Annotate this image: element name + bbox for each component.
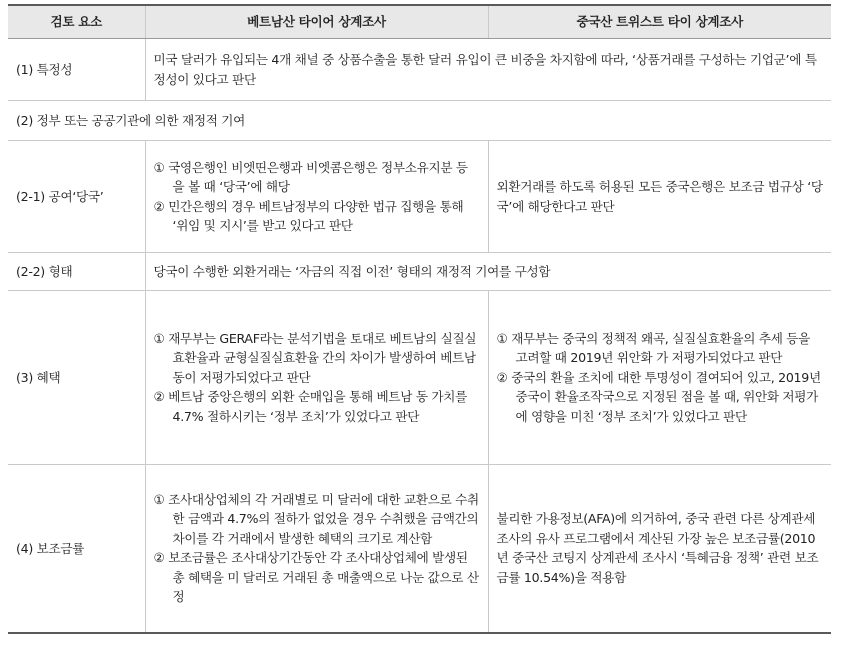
subsidy-rate-vietnam-cell [145, 465, 488, 633]
row-label-subsidy-rate: (4) 보조금률 [8, 465, 145, 633]
subsidy-rate-china-text: 불리한 가용정보(AFA)에 의거하여, 중국 관련 다른 상계관세 조사의 유사 프로그램에서 계산된 가장 높은 보조금률(2010년 중국산 코팅지 상계관세 조사시 ‘특혜금융 정책’ 관련 보조금률 10.54%)을 적용함 [488, 465, 831, 633]
authority-vietnam-cell [145, 141, 488, 253]
authority-vietnam-item-1: ① 국영은행인 비엣띤은행과 비엣콤은행은 정부소유지분 등을 볼 때 ‘당국’에 해당 [153, 159, 468, 194]
row-label-specificity: (1) 특정성 [8, 39, 145, 101]
row-label-form: (2-2) 형태 [8, 253, 145, 291]
table-row-financial-contribution [8, 101, 831, 141]
table-row-benefit [8, 291, 831, 465]
table-row-form [8, 253, 831, 291]
benefit-china-cell [488, 291, 831, 465]
benefit-china-item-1: ① 재무부는 중국의 정책적 왜곡, 실질실효환율의 추세 등을 고려할 때 2019년 위안화 가 저평가되었다고 판단 [496, 330, 811, 366]
benefit-china-item-2: ② 중국의 환율 조치에 대한 투명성이 결여되어 있고, 2019년 중국이 환율조작국으로 지정된 점을 볼 때, 위안화 저평가에 영향을 미친 ‘정부 조치’가 있었다고 판단 [496, 369, 821, 424]
table-header-row [8, 5, 831, 39]
header-review-element: 검토 요소 [8, 5, 145, 39]
row-label-authority: (2-1) 공여‘당국’ [8, 141, 145, 253]
row-label-financial-contribution: (2) 정부 또는 공공기관에 의한 재정적 기여 [8, 101, 831, 141]
benefit-vietnam-item-1: ① 재무부는 GERAF라는 분석기법을 토대로 베트남의 실질실효환율과 균형실질실효환율 간의 차이가 발생하여 베트남 동이 저평가되었다고 판단 [153, 330, 477, 385]
header-china-twist-tie: 중국산 트위스트 타이 상계조사 [488, 5, 831, 39]
comparison-table [8, 4, 831, 634]
subsidy-rate-vietnam-item-2: ② 보조금률은 조사대상기간동안 각 조사대상업체에 발생된 총 혜택을 미 달러로 거래된 총 매출액으로 나눈 값으로 산정 [153, 550, 479, 605]
row-label-benefit: (3) 혜택 [8, 291, 145, 465]
form-text: 당국이 수행한 외환거래는 ‘자금의 직접 이전’ 형태의 재정적 기여를 구성함 [145, 253, 831, 291]
subsidy-rate-vietnam-item-1: ① 조사대상업체의 각 거래별로 미 달러에 대한 교환으로 수취한 금액과 4.7%의 절하가 없었을 경우 수취했을 금액간의 차이를 각 거래에서 발생한 혜택의 크기로 계산함 [153, 491, 479, 546]
table-row-specificity [8, 39, 831, 101]
benefit-vietnam-cell [145, 291, 488, 465]
header-vietnam-tire: 베트남산 타이어 상계조사 [145, 5, 488, 39]
authority-vietnam-item-2: ② 민간은행의 경우 베트남정부의 다양한 법규 집행을 통해 ‘위임 및 지시’를 받고 있다고 판단 [153, 198, 464, 233]
table-row-authority [8, 141, 831, 253]
authority-china-text: 외환거래를 하도록 허용된 모든 중국은행은 보조금 법규상 ‘당국’에 해당한다고 판단 [488, 141, 831, 253]
specificity-text: 미국 달러가 유입되는 4개 채널 중 상품수출을 통한 달러 유입이 큰 비중을 차지함에 따라, ‘상품거래를 구성하는 기업군’에 특정성이 있다고 판단 [145, 39, 831, 101]
benefit-vietnam-item-2: ② 베트남 중앙은행의 외환 순매입을 통해 베트남 동 가치를 4.7% 절하시키는 ‘정부 조치’가 있었다고 판단 [153, 389, 468, 424]
table-row-subsidy-rate [8, 465, 831, 633]
